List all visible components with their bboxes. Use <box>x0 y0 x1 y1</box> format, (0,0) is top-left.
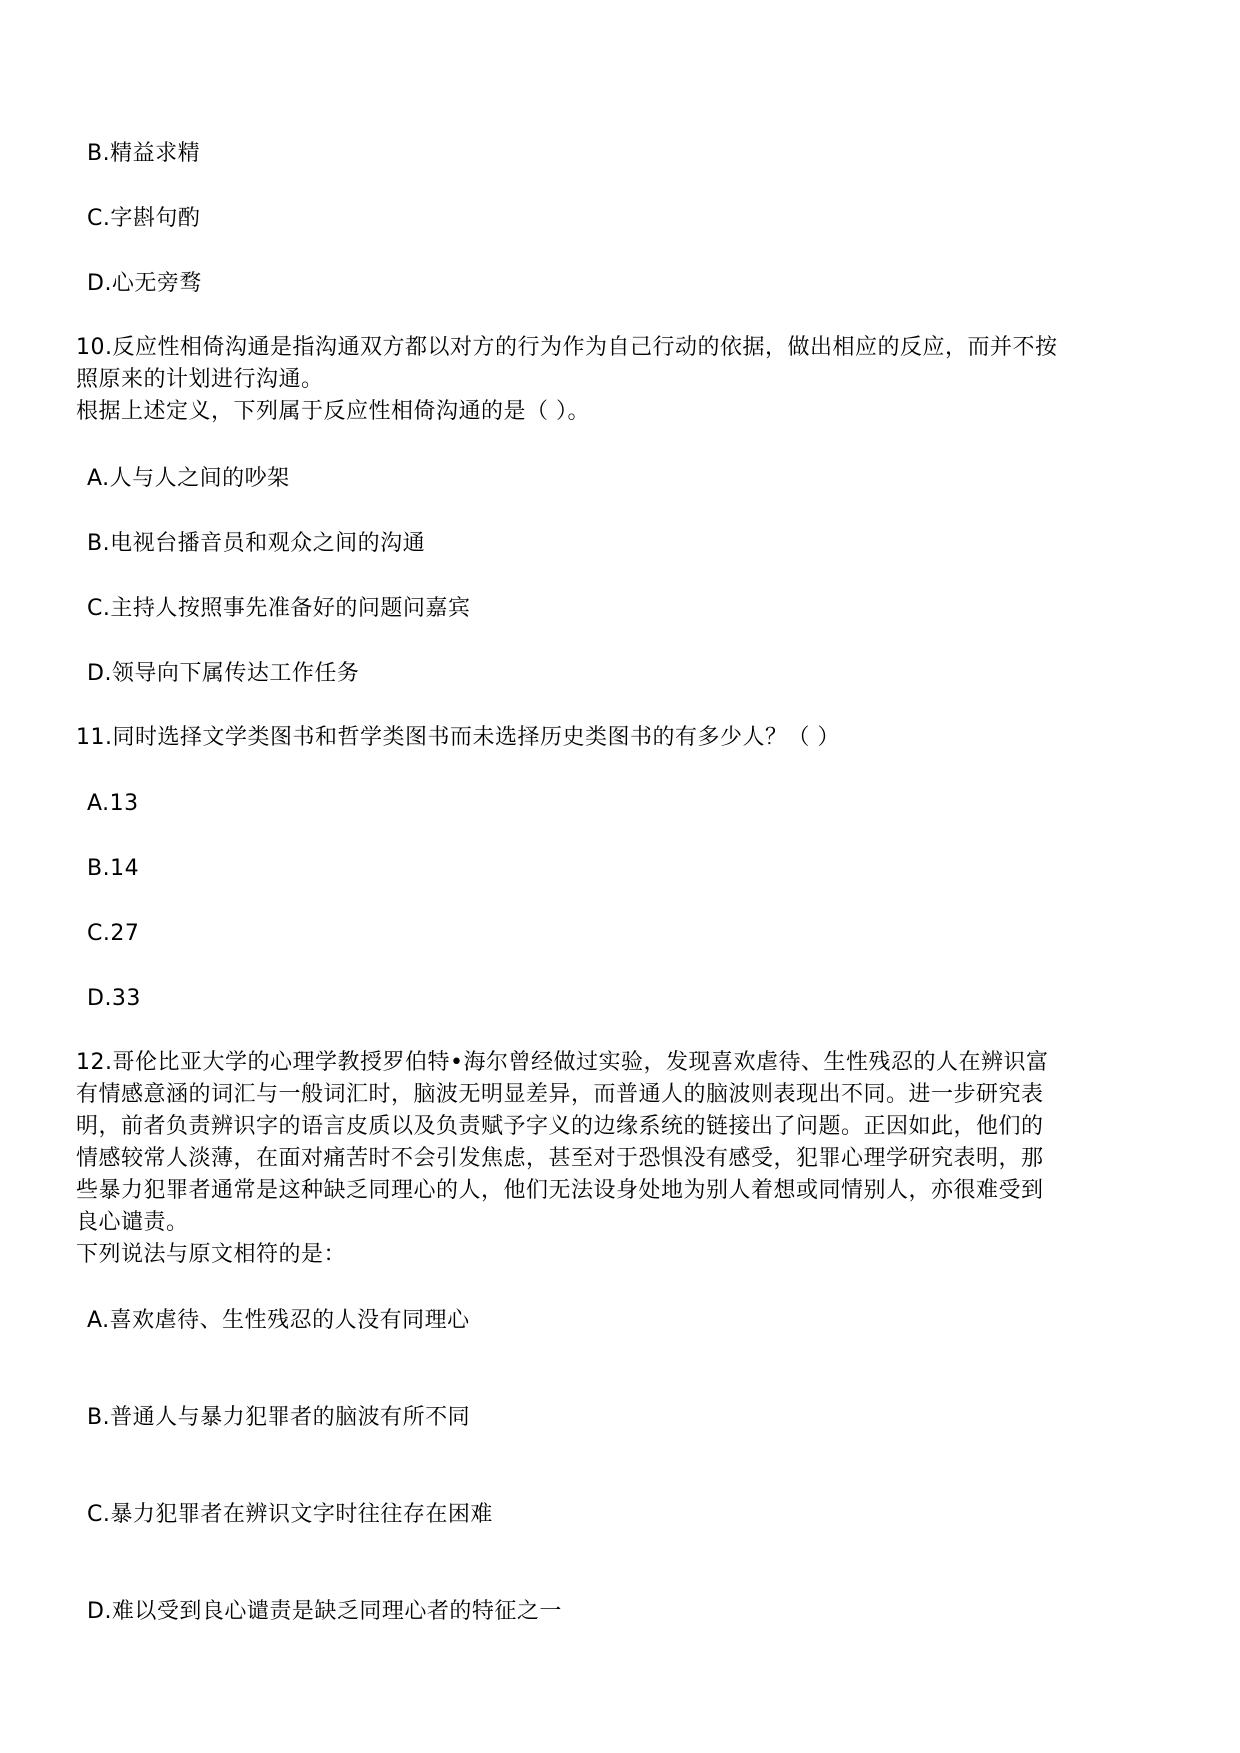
option-c: C.暴力犯罪者在辨识文字时往往存在困难 <box>87 1502 493 1527</box>
question-12-stem: 明，前者负责辨识字的语言皮质以及负责赋予字义的边缘系统的链接出了问题。正因如此，他们的 <box>76 1114 1044 1139</box>
option-c: C.字斟句酌 <box>87 206 201 231</box>
question-12-stem: 良心谴责。 <box>76 1210 189 1235</box>
question-11-stem: 11.同时选择文学类图书和哲学类图书而未选择历史类图书的有多少人？（ ） <box>76 725 840 750</box>
option-b: B.电视台播音员和观众之间的沟通 <box>87 531 426 556</box>
option-b: B.普通人与暴力犯罪者的脑波有所不同 <box>87 1405 471 1430</box>
option-b: B.精益求精 <box>87 141 201 166</box>
option-d: D.难以受到良心谴责是缺乏同理心者的特征之一 <box>87 1599 562 1624</box>
question-12-stem: 些暴力犯罪者通常是这种缺乏同理心的人，他们无法设身处地为别人着想或同情别人，亦很难受到 <box>76 1178 1044 1203</box>
question-12-prompt: 下列说法与原文相符的是： <box>76 1242 347 1267</box>
option-c: C.27 <box>87 921 140 946</box>
question-12-stem: 情感较常人淡薄，在面对痛苦时不会引发焦虑，甚至对于恐惧没有感受，犯罪心理学研究表明，那 <box>76 1146 1044 1171</box>
question-10-stem: 照原来的计划进行沟通。 <box>76 367 324 392</box>
question-12-stem: 12.哥伦比亚大学的心理学教授罗伯特•海尔曾经做过实验，发现喜欢虐待、生性残忍的人在辨识富 <box>76 1050 1049 1075</box>
option-a: A.喜欢虐待、生性残忍的人没有同理心 <box>87 1308 470 1333</box>
question-10-stem: 10.反应性相倚沟通是指沟通双方都以对方的行为作为自己行动的依据，做出相应的反应，而并不按 <box>76 335 1058 360</box>
option-a: A.人与人之间的吵架 <box>87 466 290 491</box>
option-b: B.14 <box>87 856 140 881</box>
question-10-prompt: 根据上述定义，下列属于反应性相倚沟通的是（ ）。 <box>76 399 590 424</box>
option-c: C.主持人按照事先准备好的问题问嘉宾 <box>87 596 471 621</box>
option-d: D.心无旁骛 <box>87 271 202 296</box>
question-12-stem: 有情感意涵的词汇与一般词汇时，脑波无明显差异，而普通人的脑波则表现出不同。进一步研究表 <box>76 1082 1044 1107</box>
option-d: D.33 <box>87 986 141 1011</box>
option-d: D.领导向下属传达工作任务 <box>87 661 360 686</box>
option-a: A.13 <box>87 791 139 816</box>
